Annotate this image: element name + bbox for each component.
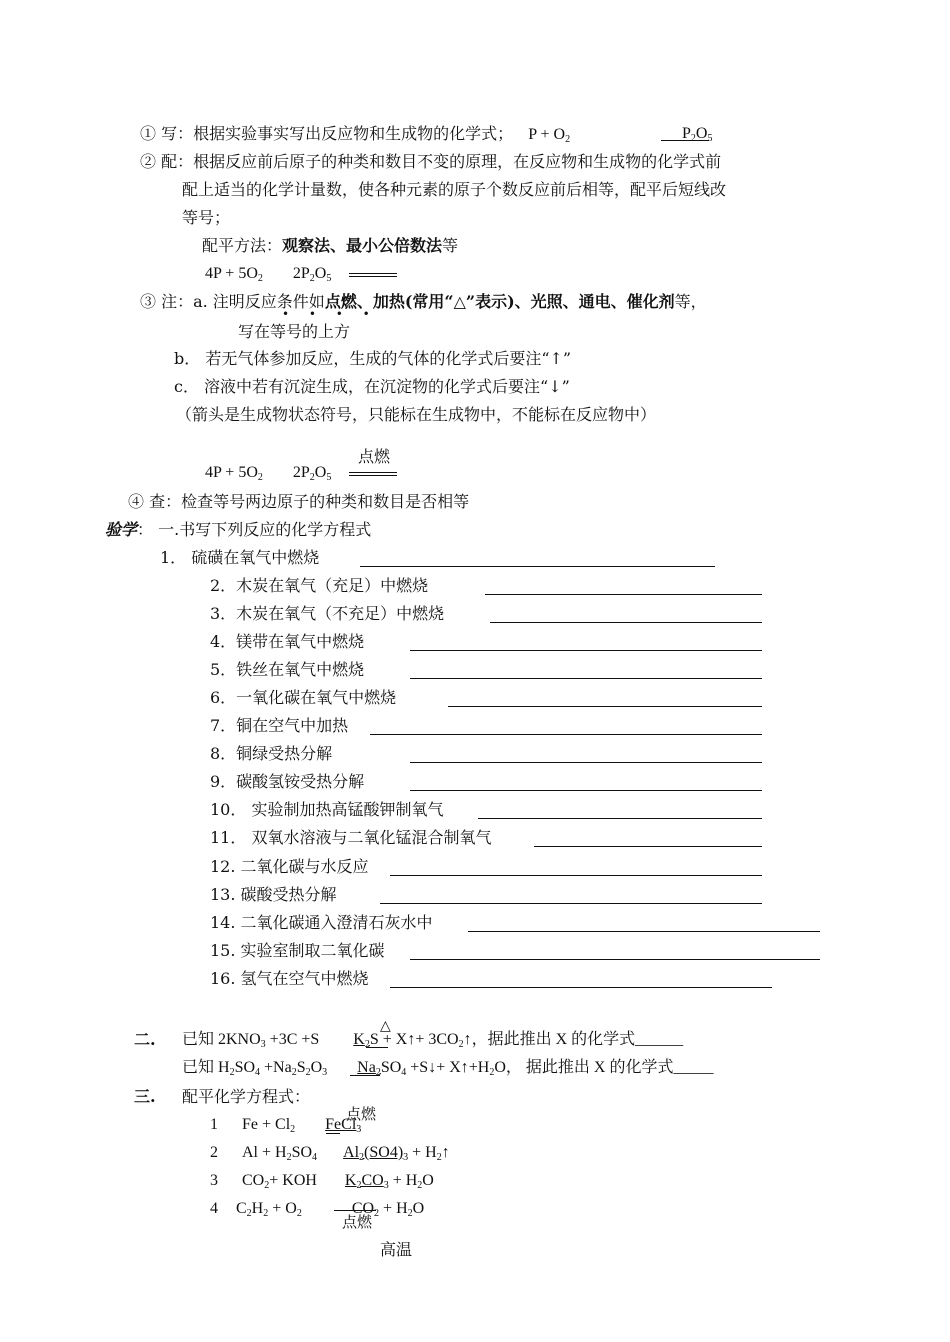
step-balance-line1: ② 配：根据反应前后原子的种类和数目不变的原理，在反应物和生成物的化学式前 bbox=[140, 152, 722, 171]
answer-blank[interactable] bbox=[410, 959, 820, 960]
practice-item-4: 4．镁带在氧气中燃烧 bbox=[210, 632, 365, 651]
answer-blank[interactable] bbox=[534, 846, 762, 847]
practice-heading: 验学： 一.书写下列反应的化学方程式 bbox=[105, 520, 372, 539]
part2-line2: 已知 $H_2SO_4 +Na_2S_2O_3$ $Na_2SO_4$ +S↓+ $X↑+H_2O$， 据此推出 X 的化学式_____ bbox=[182, 1059, 714, 1078]
practice-item-9: 9．碳酸氢铵受热分解 bbox=[210, 772, 365, 791]
equation-1: $4P + 5O_2$ $2P_2O_5$ bbox=[205, 265, 332, 284]
practice-item-14: 14. 二氧化碳通入澄清石灰水中 bbox=[210, 913, 433, 932]
arrow-line bbox=[326, 1133, 340, 1134]
part2-line1: 已知 $2KNO_3 +3C +S$ $K_2S$ + X↑+ $3CO_2↑$，据此推出 X 的化学式______ bbox=[182, 1031, 684, 1050]
answer-blank[interactable] bbox=[410, 650, 762, 651]
arrow-line bbox=[366, 1047, 388, 1048]
step-balance-line2: 配上适当的化学计量数，使各种元素的原子个数反应前后相等，配平后短线改 bbox=[182, 180, 727, 199]
answer-blank[interactable] bbox=[390, 987, 772, 988]
practice-item-6: 6．一氧化碳在氧气中燃烧 bbox=[210, 688, 397, 707]
balance-eq-1: 1 $Fe + Cl_2$ FeCl$_3$ bbox=[210, 1116, 362, 1135]
step-check: ④ 查：检查等号两边原子的种类和数目是否相等 bbox=[128, 492, 470, 511]
practice-item-1: 1． 硫磺在氧气中燃烧 bbox=[160, 548, 320, 567]
condition-ignite: 点燃 bbox=[358, 447, 391, 466]
note-c: c． 溶液中若有沉淀生成，在沉淀物的化学式后要注“↓” bbox=[174, 377, 570, 396]
step-write-label: ① 写：根据实验事实写出反应物和生成物的化学式； bbox=[140, 124, 514, 143]
practice-item-15: 15. 实验室制取二氧化碳 bbox=[210, 941, 385, 960]
balance-eq-4: 4 $C_2H_2 + O_2$ $CO_2 + H_2O$ bbox=[210, 1200, 425, 1219]
note-a-line2: 写在等号的上方 bbox=[238, 322, 351, 341]
part2-label: 二. bbox=[134, 1030, 156, 1049]
balance-method: 配平方法：观察法、最小公倍数法等 bbox=[202, 236, 459, 255]
practice-item-12: 12. 二氧化碳与水反应 bbox=[210, 857, 369, 876]
note-a: ③ 注：a. 注明反应条件如点燃、加热(常用“△”表示)、光照、通电、催化剂等， bbox=[140, 292, 707, 311]
arrow-line bbox=[334, 1210, 376, 1211]
practice-item-13: 13. 碳酸受热分解 bbox=[210, 885, 337, 904]
practice-item-7: 7．铜在空气中加热 bbox=[210, 716, 349, 735]
practice-item-5: 5．铁丝在氧气中燃烧 bbox=[210, 660, 365, 679]
step-write-rhs: $P_2O_5$ bbox=[682, 125, 713, 144]
practice-item-11: 11． 双氧水溶液与二氧化锰混合制氧气 bbox=[210, 828, 492, 847]
equation-2: $4P + 5O_2$ $2P_2O_5$ bbox=[205, 464, 332, 483]
equals-sign bbox=[349, 472, 397, 476]
answer-blank[interactable] bbox=[410, 678, 762, 679]
step-write-lhs: $P + O_2$ bbox=[528, 126, 571, 145]
answer-blank[interactable] bbox=[380, 903, 762, 904]
practice-item-2: 2．木炭在氧气（充足）中燃烧 bbox=[210, 576, 429, 595]
condition-heat: △ bbox=[380, 1018, 391, 1034]
step-balance-line3: 等号； bbox=[182, 208, 231, 227]
emphasis-dots: • • • • bbox=[282, 307, 378, 321]
arrow-line bbox=[350, 1075, 380, 1076]
note-b: b． 若无气体参加反应，生成的气体的化学式后要注“↑” bbox=[174, 349, 572, 368]
answer-blank[interactable] bbox=[485, 594, 762, 595]
answer-blank[interactable] bbox=[390, 875, 762, 876]
practice-item-8: 8．铜绿受热分解 bbox=[210, 744, 333, 763]
part3-label: 三. bbox=[134, 1087, 156, 1106]
step-write bbox=[140, 124, 570, 145]
balance-eq-3: 3 $CO_2+$ KOH $K_2CO_3 + H_2O$ bbox=[210, 1172, 434, 1191]
part3-title: 配平化学方程式： bbox=[182, 1087, 311, 1106]
equals-sign bbox=[349, 273, 397, 277]
answer-blank[interactable] bbox=[490, 622, 762, 623]
practice-item-10: 10． 实验制加热高锰酸钾制氧气 bbox=[210, 800, 444, 819]
answer-blank[interactable] bbox=[410, 762, 762, 763]
answer-blank[interactable] bbox=[468, 931, 820, 932]
condition-ignite: 点燃 bbox=[346, 1105, 377, 1123]
practice-item-3: 3．木炭在氧气（不充足）中燃烧 bbox=[210, 604, 445, 623]
answer-blank[interactable] bbox=[448, 706, 762, 707]
answer-blank[interactable] bbox=[410, 790, 762, 791]
balance-eq-2: 2 $Al + H_2SO_4$ $Al_2(SO4)_3$ + $H_2↑$ bbox=[210, 1144, 450, 1163]
condition-ignite: 点燃 bbox=[342, 1213, 373, 1231]
condition-high-temp: 高温 bbox=[380, 1240, 413, 1259]
answer-blank[interactable] bbox=[370, 734, 762, 735]
practice-item-16: 16. 氢气在空气中燃烧 bbox=[210, 969, 369, 988]
note-paren: （箭头是生成物状态符号，只能标在生成物中，不能标在反应物中） bbox=[176, 405, 657, 424]
answer-blank[interactable] bbox=[360, 566, 715, 567]
answer-blank[interactable] bbox=[478, 818, 762, 819]
